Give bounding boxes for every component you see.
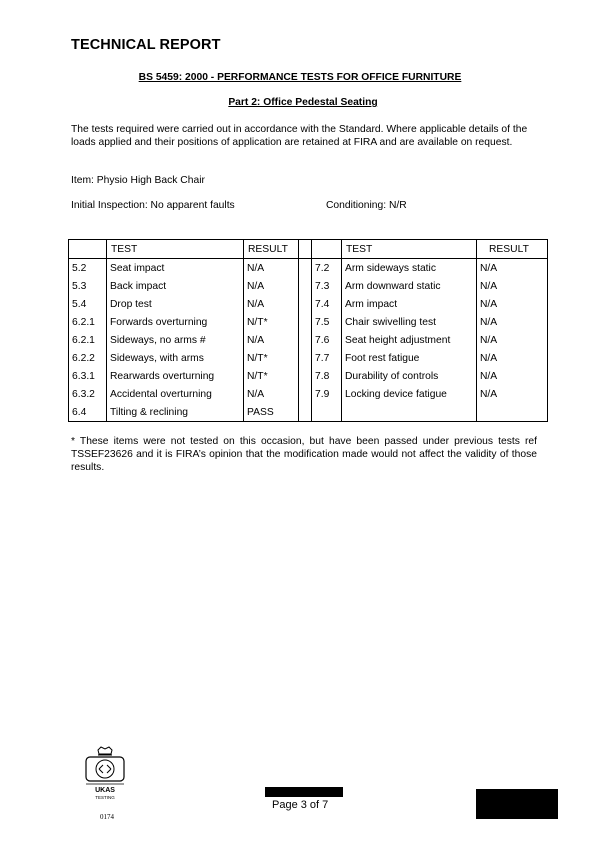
ref-left-cell: 5.4 [69, 295, 107, 313]
ukas-crown-icon [84, 746, 126, 804]
ref-left-cell: 6.2.1 [69, 313, 107, 331]
standard-title: BS 5459: 2000 - PERFORMANCE TESTS FOR OFFICE FURNITURE [138, 72, 462, 83]
result-left-cell: N/A [244, 277, 299, 295]
table-row [69, 349, 548, 367]
ref-right-cell: 7.3 [312, 277, 342, 295]
test-right-cell: Seat height adjustment [342, 331, 477, 349]
ref-right-cell [312, 403, 342, 422]
spacer-cell [299, 313, 312, 331]
table-row [69, 385, 548, 403]
ref-left-cell: 6.4 [69, 403, 107, 422]
ref-right-cell: 7.7 [312, 349, 342, 367]
result-right-cell: N/A [477, 313, 548, 331]
report-title: TECHNICAL REPORT [71, 37, 221, 53]
ref-right-cell: 7.6 [312, 331, 342, 349]
spacer-cell [299, 331, 312, 349]
ref-left-cell: 6.3.2 [69, 385, 107, 403]
test-header-right: TEST [342, 240, 477, 259]
test-right-cell: Arm sideways static [342, 259, 477, 278]
result-header-right: RESULT [477, 240, 548, 259]
table-row [69, 331, 548, 349]
test-left-cell: Drop test [107, 295, 244, 313]
result-left-cell: N/T* [244, 349, 299, 367]
test-right-cell: Chair swivelling test [342, 313, 477, 331]
test-left-cell: Sideways, with arms [107, 349, 244, 367]
ukas-logo-text: UKAS [95, 787, 115, 794]
result-header-left: RESULT [244, 240, 299, 259]
ref-left-cell: 5.3 [69, 277, 107, 295]
result-right-cell: N/A [477, 277, 548, 295]
result-left-cell: N/T* [244, 367, 299, 385]
spacer-cell [299, 295, 312, 313]
result-left-cell: PASS [244, 403, 299, 422]
test-right-cell: Foot rest fatigue [342, 349, 477, 367]
ref-right-cell: 7.9 [312, 385, 342, 403]
test-right-cell: Arm downward static [342, 277, 477, 295]
table-row [69, 259, 548, 278]
result-right-cell: N/A [477, 367, 548, 385]
spacer-cell [299, 385, 312, 403]
test-left-cell: Rearwards overturning [107, 367, 244, 385]
result-left-cell: N/A [244, 385, 299, 403]
result-left-cell: N/T* [244, 313, 299, 331]
redaction-bar [265, 787, 343, 797]
inspection-line: Initial Inspection: No apparent faults [71, 200, 235, 211]
ref-header-right [312, 240, 342, 259]
table-row [69, 277, 548, 295]
spacer-cell [299, 277, 312, 295]
conditioning-line: Conditioning: N/R [326, 200, 407, 211]
footnote: * These items were not tested on this occasion, but have been passed under previous tests ref TSSEF23626 and it is FIRA’s opinion that the modification made would not affect the validity of those results. [71, 436, 537, 473]
test-left-cell: Accidental overturning [107, 385, 244, 403]
ref-right-cell: 7.8 [312, 367, 342, 385]
table-row [69, 295, 548, 313]
table-row [69, 367, 548, 385]
intro-paragraph: The tests required were carried out in accordance with the Standard. Where applicable details of the loads applied and their positions of application are retained at FIRA and are available on request. [71, 124, 528, 148]
spacer-header [299, 240, 312, 259]
ukas-logo-subtext: TESTING [95, 795, 115, 800]
test-right-cell: Locking device fatigue [342, 385, 477, 403]
page-number: Page 3 of 7 [272, 799, 329, 811]
ref-right-cell: 7.4 [312, 295, 342, 313]
test-left-cell: Sideways, no arms # [107, 331, 244, 349]
ref-left-cell: 5.2 [69, 259, 107, 278]
ukas-logo-code: 0174 [100, 813, 114, 821]
result-right-cell: N/A [477, 385, 548, 403]
spacer-cell [299, 403, 312, 422]
result-left-cell: N/A [244, 259, 299, 278]
result-right-cell: N/A [477, 259, 548, 278]
test-right-cell: Durability of controls [342, 367, 477, 385]
result-right-cell: N/A [477, 331, 548, 349]
test-header-left: TEST [107, 240, 244, 259]
result-left-cell: N/A [244, 331, 299, 349]
ukas-testing-logo [84, 746, 126, 804]
ref-left-cell: 6.2.1 [69, 331, 107, 349]
table-header-row [69, 240, 548, 259]
result-right-cell: N/A [477, 349, 548, 367]
table-row [69, 313, 548, 331]
ref-right-cell: 7.5 [312, 313, 342, 331]
results-table [68, 239, 548, 422]
spacer-cell [299, 259, 312, 278]
test-left-cell: Back impact [107, 277, 244, 295]
result-right-cell [477, 403, 548, 422]
table-row [69, 403, 548, 422]
spacer-cell [299, 349, 312, 367]
test-right-cell [342, 403, 477, 422]
result-left-cell: N/A [244, 295, 299, 313]
test-left-cell: Forwards overturning [107, 313, 244, 331]
ref-header-left [69, 240, 107, 259]
ref-left-cell: 6.2.2 [69, 349, 107, 367]
spacer-cell [299, 367, 312, 385]
result-right-cell: N/A [477, 295, 548, 313]
test-right-cell: Arm impact [342, 295, 477, 313]
test-left-cell: Seat impact [107, 259, 244, 278]
test-left-cell: Tilting & reclining [107, 403, 244, 422]
item-line: Item: Physio High Back Chair [71, 175, 205, 186]
part-title: Part 2: Office Pedestal Seating [228, 97, 378, 108]
ref-left-cell: 6.3.1 [69, 367, 107, 385]
redaction-block [476, 789, 558, 819]
ref-right-cell: 7.2 [312, 259, 342, 278]
